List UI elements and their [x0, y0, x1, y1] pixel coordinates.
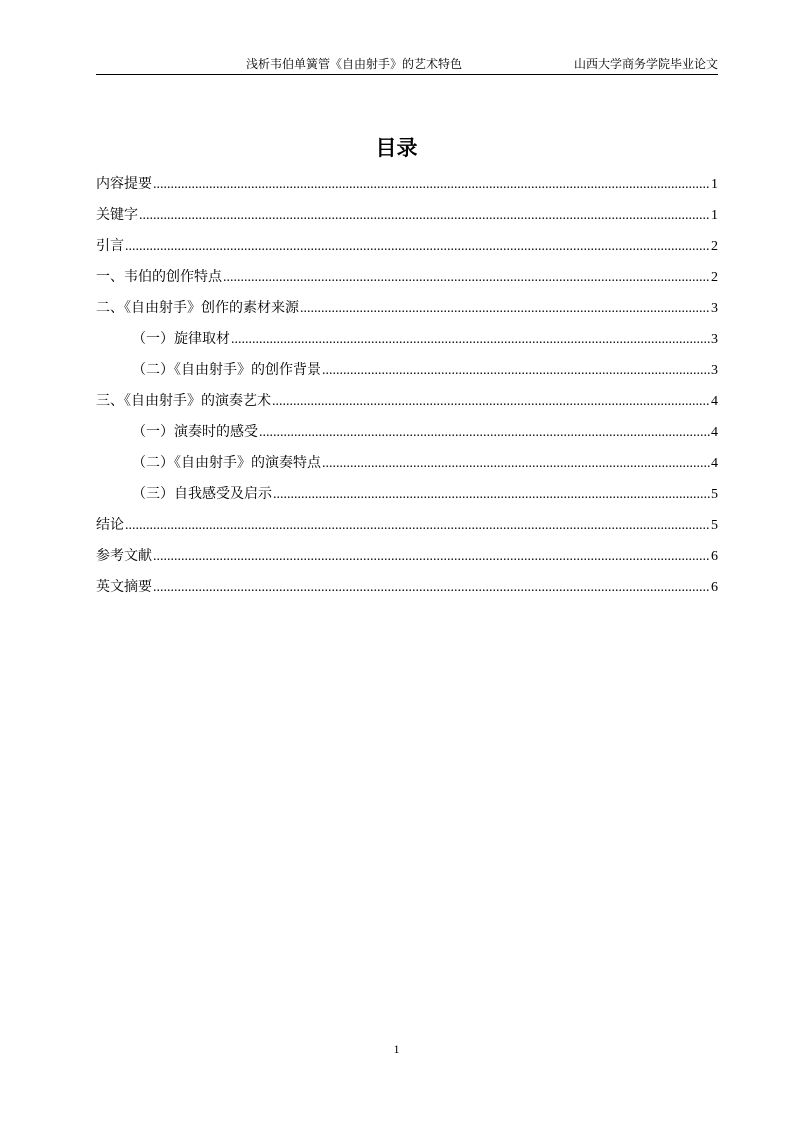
toc-entry-page: 5	[711, 487, 718, 502]
toc-entry-page: 6	[711, 580, 718, 595]
toc-entry[interactable]	[96, 483, 718, 514]
toc-entry-page: 2	[711, 239, 718, 254]
toc-entry-label: （一）旋律取材	[132, 331, 230, 347]
page-header	[96, 56, 718, 75]
toc-entry-label: 内容提要	[96, 176, 152, 192]
toc-entry[interactable]	[96, 204, 718, 235]
toc-entry-label: （一）演奏时的感受	[132, 424, 258, 440]
toc-entry-label: （二）《自由射手》的创作背景	[132, 362, 321, 378]
toc-entry[interactable]	[96, 421, 718, 452]
toc-entry-label: 引言	[96, 238, 124, 254]
toc-entry-label: 一、韦伯的创作特点	[96, 269, 222, 285]
toc-entry[interactable]	[96, 328, 718, 359]
toc-entry-label: 关键字	[96, 207, 138, 223]
toc-entry[interactable]	[96, 514, 718, 545]
toc-entry-label: （二）《自由射手》的演奏特点	[132, 455, 321, 471]
toc-entry-page: 1	[711, 177, 718, 192]
toc-dot-leader	[272, 391, 710, 413]
page-number: 1	[393, 1042, 400, 1056]
toc-entry-label: 参考文献	[96, 548, 152, 564]
toc-entry[interactable]	[96, 297, 718, 328]
toc-entry[interactable]	[96, 576, 718, 607]
toc-entry[interactable]	[96, 359, 718, 390]
toc-entry[interactable]	[96, 545, 718, 576]
toc-entry-page: 1	[711, 208, 718, 223]
toc-entry-page: 2	[711, 270, 718, 285]
header-school-name: 山西大学商务学院毕业论文	[573, 57, 718, 71]
toc-entry[interactable]	[96, 173, 718, 204]
toc-entry[interactable]	[96, 266, 718, 297]
toc-entry[interactable]	[96, 235, 718, 266]
toc-title: 目录	[375, 135, 418, 160]
toc-entry-label: 结论	[96, 517, 124, 533]
toc-dot-leader	[223, 267, 710, 289]
toc-entry-page: 4	[711, 456, 718, 471]
toc-entry-page: 3	[711, 301, 718, 316]
toc-entry-page: 4	[711, 394, 718, 409]
header-thesis-title: 浅析韦伯单簧管《自由射手》的艺术特色	[246, 57, 463, 71]
table-of-contents	[96, 173, 718, 607]
toc-dot-leader	[322, 360, 710, 382]
toc-dot-leader	[259, 422, 710, 444]
toc-dot-leader	[300, 298, 710, 320]
toc-entry-label: 二、《自由射手》创作的素材来源	[96, 300, 299, 316]
toc-entry-label: （三）自我感受及启示	[132, 486, 272, 502]
toc-dot-leader	[273, 484, 710, 506]
toc-dot-leader	[153, 174, 710, 196]
toc-dot-leader	[322, 453, 710, 475]
toc-entry[interactable]	[96, 452, 718, 483]
toc-entry-label: 三、《自由射手》的演奏艺术	[96, 393, 271, 409]
toc-entry-page: 6	[711, 549, 718, 564]
toc-entry[interactable]	[96, 390, 718, 421]
toc-entry-page: 3	[711, 332, 718, 347]
toc-entry-page: 3	[711, 363, 718, 378]
toc-entry-label: 英文摘要	[96, 579, 152, 595]
toc-entry-page: 5	[711, 518, 718, 533]
toc-dot-leader	[231, 329, 710, 351]
toc-dot-leader	[153, 546, 710, 568]
toc-dot-leader	[125, 236, 710, 258]
toc-dot-leader	[139, 205, 710, 227]
toc-dot-leader	[125, 515, 710, 537]
toc-dot-leader	[153, 577, 710, 599]
toc-entry-page: 4	[711, 425, 718, 440]
